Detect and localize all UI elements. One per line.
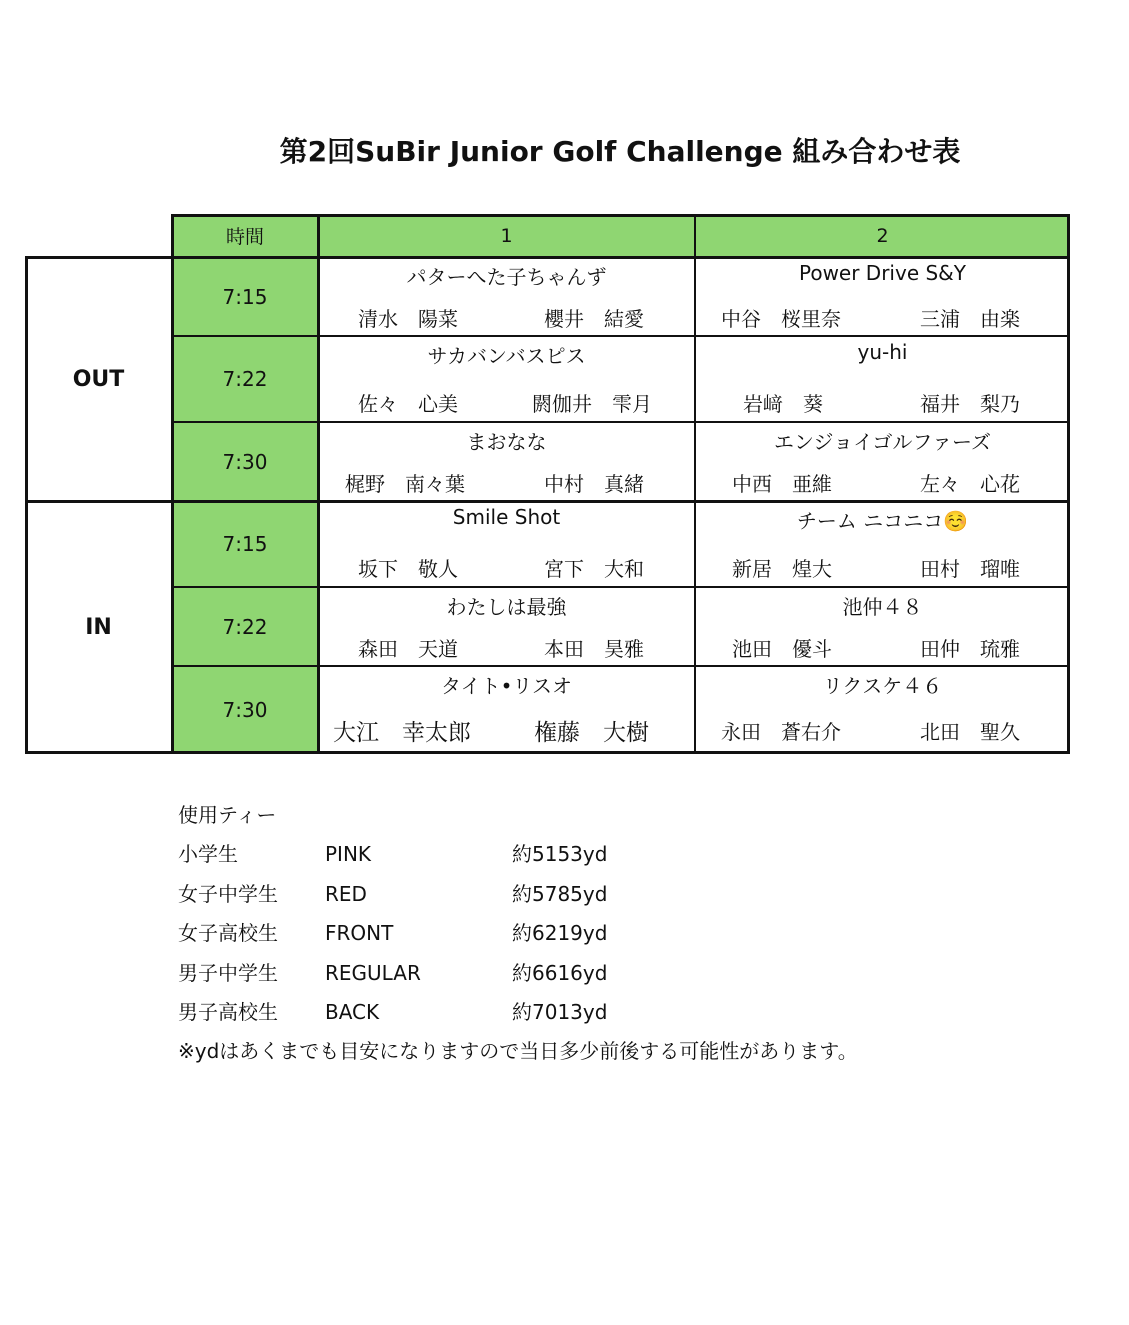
team-name: 池仲４８ [842,595,923,619]
player-name: 田村 瑠唯 [920,557,1020,581]
pairing-table [25,214,1070,754]
group-cell [695,587,1070,666]
header-col1-cell [318,214,695,257]
player-name: 中村 真緒 [544,472,644,496]
tee-color: RED [325,881,367,906]
player-name: 大江 幸太郎 [333,720,471,746]
time-cell: 7:30 [172,422,318,501]
tee-yards: 約5153yd [512,842,608,867]
tee-note: ※ydはあくまでも目安になりますので当日多少前後する可能性があります。 [178,1039,858,1064]
team-name: わたしは最強 [446,595,567,619]
player-name: 岩﨑 葵 [743,392,823,416]
table-border [171,214,174,754]
table-border [25,500,1070,503]
team-name: サカバンバスピス [427,344,586,368]
table-border [172,586,1070,588]
player-name: 本田 昊雅 [544,637,644,661]
tee-color: BACK [325,999,380,1024]
table-border [25,751,1070,754]
team-name: yu-hi [857,340,908,364]
tee-grade: 小学生 [178,842,238,867]
group-cell [695,257,1070,336]
team-name: パターへた子ちゃんず [406,265,607,289]
team-name: Smile Shot [452,505,561,529]
time-cell: 7:15 [172,257,318,336]
team-name: タイト•リスオ [441,674,572,698]
tee-color: REGULAR [325,960,421,985]
tee-grade: 男子中学生 [178,960,278,985]
tee-yards: 約7013yd [512,999,608,1024]
player-name: 新居 煌大 [732,557,832,581]
header-col1: 1 [500,224,513,247]
group-cell [318,501,695,587]
group-cell [318,422,695,501]
table-border [694,214,696,754]
header-col2: 2 [876,224,889,247]
player-name: 左々 心花 [920,472,1020,496]
player-name: 梶野 南々葉 [345,472,465,496]
section-out: OUT [72,366,125,392]
team-name: リクスケ４６ [822,674,943,698]
player-name: 中谷 桜里奈 [721,307,841,331]
group-cell [695,501,1070,587]
tee-grade: 女子高校生 [178,921,278,946]
tee-yards: 約5785yd [512,881,608,906]
player-name: 池田 優斗 [732,637,832,661]
tee-grade: 男子高校生 [178,999,278,1024]
page-title: 第2回SuBir Junior Golf Challenge 組み合わせ表 [279,135,961,168]
team-name: エンジョイゴルファーズ [774,430,991,454]
time-cell: 7:30 [172,666,318,754]
group-cell [695,336,1070,422]
header-col2-cell [695,214,1070,257]
time-cell: 7:22 [172,587,318,666]
tee-heading: 使用ティー [178,803,277,827]
table-border [25,256,1070,259]
team-name: チーム ニコニコ☺️ [796,509,969,533]
table-border [172,421,1070,423]
table-border [1067,214,1070,754]
group-cell [695,422,1070,501]
player-name: 権藤 大樹 [534,720,649,746]
player-name: 櫻井 結愛 [544,307,644,331]
player-name: 宮下 大和 [544,557,644,581]
section-in: IN [85,615,112,640]
player-name: 中西 亜維 [732,472,832,496]
team-name: Power Drive S&Y [798,261,966,285]
group-cell [318,587,695,666]
tee-color: PINK [325,842,372,867]
player-name: 佐々 心美 [358,392,458,416]
team-name: まおなな [466,430,547,454]
group-cell [695,666,1070,754]
time-cell: 7:15 [172,501,318,587]
player-name: 三浦 由楽 [920,307,1020,331]
tee-color: FRONT [325,921,394,946]
player-name: 北田 聖久 [920,720,1020,744]
player-name: 福井 梨乃 [920,392,1020,416]
time-cell: 7:22 [172,336,318,422]
group-cell [318,666,695,754]
table-border [171,214,1070,217]
tee-yards: 約6616yd [512,960,608,985]
table-border [172,665,1070,667]
tee-grade: 女子中学生 [178,881,278,906]
player-name: 清水 陽菜 [358,307,458,331]
player-name: 永田 蒼右介 [721,720,841,744]
header-time: 時間 [172,214,318,257]
group-cell [318,257,695,336]
table-border [25,256,28,754]
group-cell [318,336,695,422]
player-name: 坂下 敬人 [358,557,458,581]
tee-yards: 約6219yd [512,921,608,946]
player-name: 閼伽井 雫月 [532,392,652,416]
table-border [172,335,1070,337]
player-name: 田仲 琉雅 [920,637,1020,661]
player-name: 森田 天道 [358,637,458,661]
table-border [317,214,320,754]
